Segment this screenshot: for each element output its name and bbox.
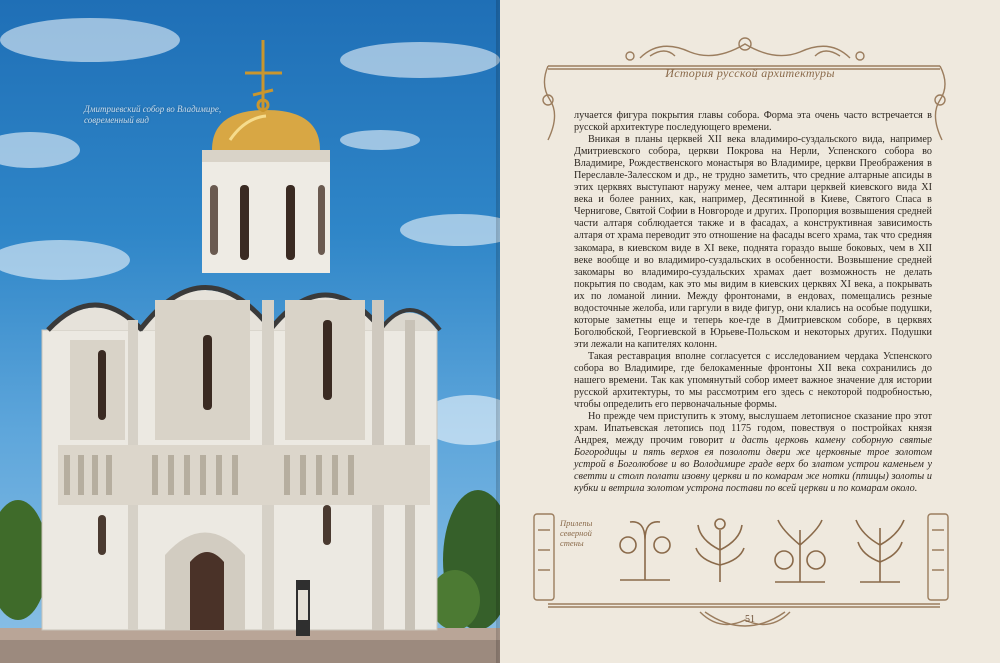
paragraph: лучается фигура покрытия главы собора. Форма эта очень часто встречается в русской архитектуре последующего времени. [574, 110, 932, 134]
tile-ornament-2 [696, 519, 744, 582]
photo-caption: Дмитриевский собор во Владимире, современный вид [84, 104, 222, 125]
text-page [500, 0, 1000, 663]
ornament-caption: Прилепы северной стены [560, 518, 593, 548]
paragraph-chronicle [574, 411, 932, 495]
cathedral-body [42, 288, 440, 631]
body-text [574, 110, 932, 496]
cathedral-drum [202, 150, 330, 273]
chronicle-quote: и дасть церковь камену соборную святые Богородицы и пять верхов ея позолоти двери же церковные трое золотом устрой в Боголюбове и во Володимире граде верх бо златом устрои каменьем у светти и столп полати изовну церкви и по комарам же нотки (птицы) золоты и кубки и ветрила золотом устрона постави по всей церкви и по комарам около. [574, 435, 932, 495]
paragraph: Вникая в планы церквей XII века владимиро-суздальского вида, например Дмитриевского собора, церкви Покрова на Нерли, Успенского собора во Владимире, Рождественского монастыря во Владимире, церкви Преображения в Переславле-Залесском и др., не трудно заметить, что средние алтарные апсиды в этих церквях выступают наружу менее, чем алтари церквей киевского вида XI века и более ранних, как, например, Десятинной в Киеве, Святого Спаса в Чернигове, Святой Софии в Новгороде и других. Пропорция возвышения средней части алтаря соблюдается также и в фасадах, а конструктивная зависимость алтаря от храма переводит это отношение на фасады всего храма, так что средняя закомара, в киевском виде в XI веке, поднята гораздо выше боковых, чем в XII веке вообще и во владимиро-суздальских в особенности. Возвышение средней закомары во владимиро-суздальских храмах дает возможность не делать покрытия по сводам, как это мы видим в киевских церквях XI века, а покрывать их по ломаной линии. Между фронтонами, в ендовах, помещались резные водосточные желоба, или гаргули в виде фигур, они клались на особые подушки, которые заметны еще и теперь кое-где в Дмитриевском соборе, в церквях Боголюбской, Георгиевской в Юрьеве-Польском и некоторых других. Подушки эти лежали на капителях колонн. [574, 134, 932, 350]
running-header: История русской архитектуры [665, 66, 835, 80]
tile-ornament-1 [620, 522, 670, 580]
page-number: 51 [745, 614, 755, 625]
tile-ornament-4 [856, 520, 904, 582]
tile-ornament-3 [775, 520, 825, 582]
paragraph: Такая реставрация вполне согласуется с исследованием чердака Успенского собора во Владимире, где белокаменные фронтоны XII века сохранились до нашего времени. Так как упомянутый собор имеет важное значение для истории русской архитектуры, то мы рассмотрим его здесь с некоторой подробностью, чтобы определить его первоначальные формы. [574, 350, 932, 411]
cross [245, 40, 282, 112]
paragraph-plain: Но прежде чем приступить к этому, выслушаем летописное сказание про этот храм. Ипатьевская летопись под 1175 годом, повествуя о постройках князя Андрея, между прочим говорит [574, 411, 932, 447]
